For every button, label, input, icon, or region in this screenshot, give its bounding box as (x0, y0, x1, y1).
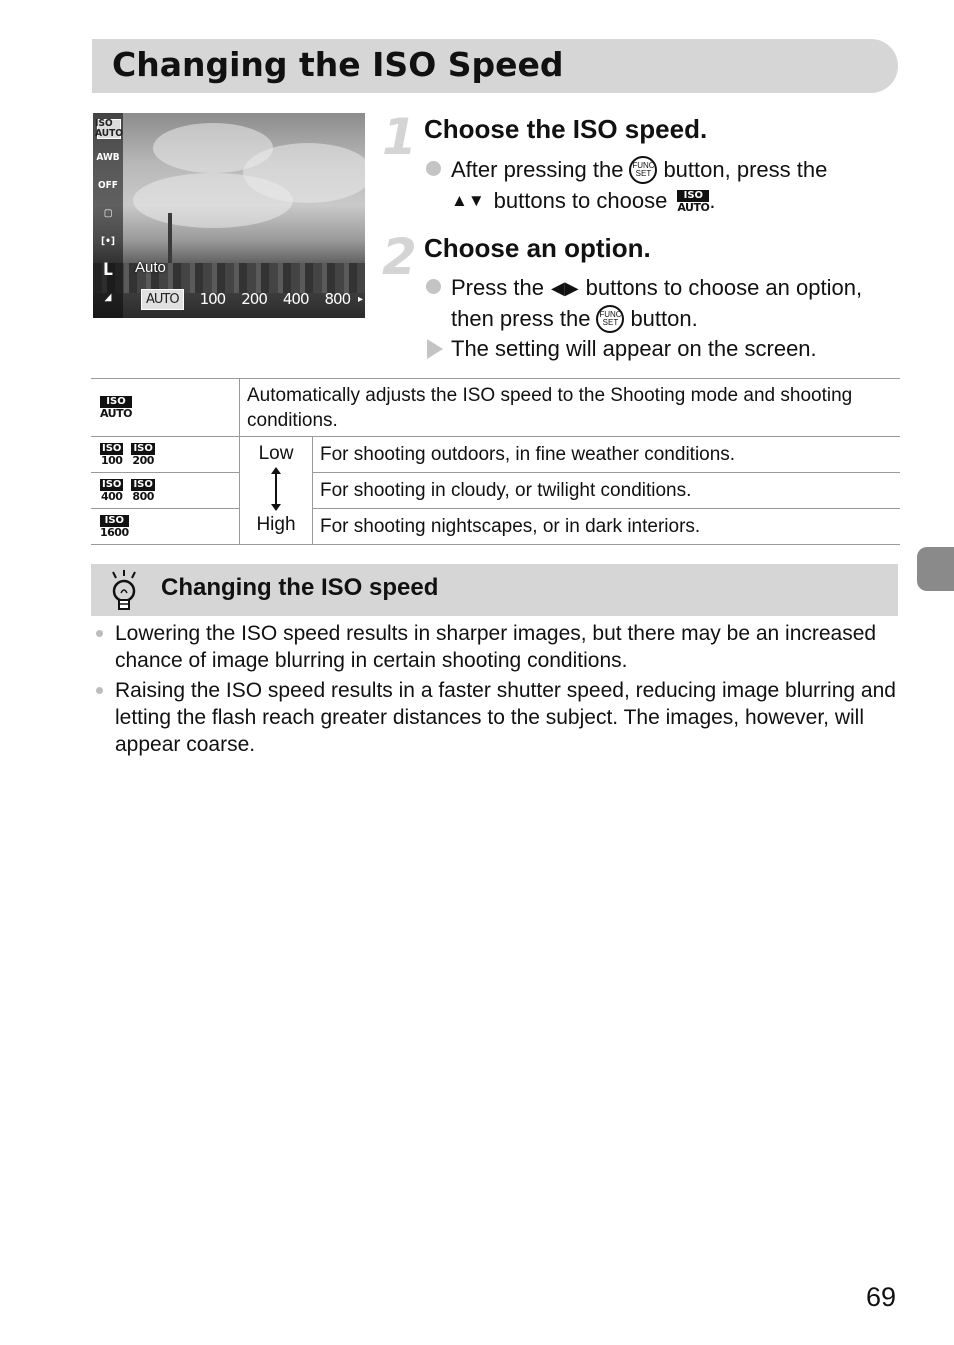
iso-label: ISO (133, 479, 153, 490)
func-label: FUNC (599, 310, 622, 319)
option-800: 800 (324, 290, 351, 308)
text-span: . (709, 188, 716, 213)
table-row (91, 473, 900, 509)
iso-400-icon (100, 479, 123, 502)
low-high-cell (240, 437, 313, 545)
step-heading: Choose the ISO speed. (424, 114, 708, 144)
iso-value: 800 (132, 490, 154, 503)
iso-options (141, 285, 365, 313)
iso-label: ISO (100, 515, 129, 527)
note-bullet-icon (96, 687, 103, 694)
step-result: The setting will appear on the screen. (451, 336, 817, 361)
text-span: then press the (451, 306, 591, 331)
func-label: FUNC (632, 161, 655, 170)
set-label: SET (602, 318, 619, 327)
bullet-icon (426, 161, 441, 176)
option-100: 100 (199, 290, 226, 308)
up-down-arrows-icon: ▲▼ (451, 191, 485, 210)
table-cell: For shooting nightscapes, or in dark interiors. (313, 509, 901, 545)
option-400: 400 (282, 290, 309, 308)
step-text (451, 185, 715, 217)
func-set-button-icon (629, 156, 657, 184)
step-number: 1 (382, 108, 417, 166)
drive-mode-icon: ▢ (103, 208, 113, 219)
iso-label: ISO (102, 479, 122, 490)
iso-label: ISO (133, 443, 153, 454)
iso-label: ISO (677, 190, 709, 202)
lightbulb-icon (107, 569, 141, 613)
step-text (451, 154, 827, 186)
chapter-tab (917, 547, 954, 591)
iso-value: 200 (132, 454, 154, 467)
tip-header (91, 564, 898, 616)
auto-label: AUTO (100, 407, 132, 420)
tip-note: Lowering the ISO speed results in sharper images, but there may be an increased chance of image blurring in certain shooting conditions. (115, 622, 877, 672)
iso-value: 100 (100, 454, 123, 467)
tip-note: Raising the ISO speed results in a faster shutter speed, reducing image blurring and letting the flash reach greater distances to the subject. The images, however, will appear coarse. (115, 679, 896, 756)
resolution-icon: L (103, 259, 113, 280)
text-span: After pressing the (451, 157, 624, 182)
white-balance-icon: AWB (96, 152, 120, 163)
iso-1600-icon (100, 515, 129, 538)
table-cell: For shooting in cloudy, or twilight conditions. (313, 473, 901, 509)
left-right-arrows-icon: ◀▶ (550, 277, 579, 298)
my-colors-off-icon: OFF (98, 180, 118, 191)
bullet-icon (426, 279, 441, 294)
step-text (451, 272, 862, 304)
page-number: 69 (866, 1282, 897, 1312)
iso-label: ISO (102, 443, 122, 454)
iso-label: ISO (100, 396, 132, 408)
option-200: 200 (241, 290, 267, 308)
more-options-arrow-icon: ▸ (357, 294, 363, 305)
mode-label: Auto (135, 259, 166, 276)
iso-table (91, 378, 900, 545)
metering-icon: [•] (101, 236, 115, 247)
table-cell (91, 473, 240, 509)
text-span: Press the (451, 275, 544, 300)
table-row (91, 437, 900, 473)
iso-100-icon (100, 443, 123, 466)
side-menu (93, 113, 123, 318)
func-set-button-icon (596, 305, 624, 333)
iso-auto-icon: ISO AUTO (95, 118, 123, 139)
iso-value: 1600 (100, 526, 129, 539)
page-title: Changing the ISO Speed (112, 45, 564, 84)
step-number: 2 (382, 228, 417, 286)
text-span: buttons to choose an option, (585, 275, 863, 300)
camera-screen-image (93, 113, 365, 318)
table-cell (91, 509, 240, 545)
up-down-arrow-icon (275, 473, 277, 505)
table-row (91, 379, 900, 437)
iso-200-icon (131, 443, 154, 466)
text-span: button, press the (663, 157, 828, 182)
iso-value: 400 (100, 490, 123, 503)
note-bullet-icon (96, 630, 103, 637)
text-span: buttons to choose (493, 188, 668, 213)
auto-label: AUTO (677, 200, 710, 214)
compression-icon: ◢ (104, 292, 112, 303)
step-heading: Choose an option. (424, 233, 651, 263)
high-label: High (256, 514, 296, 535)
table-cell: Automatically adjusts the ISO speed to the Shooting mode and shooting conditions. (240, 379, 901, 437)
title-bar (92, 39, 898, 93)
iso-auto-icon (677, 190, 709, 213)
table-cell (91, 379, 240, 437)
set-label: SET (635, 169, 652, 178)
result-arrow-icon (427, 339, 443, 359)
step-text (451, 303, 698, 335)
iso-800-icon (131, 479, 154, 502)
option-auto: AUTO (141, 289, 184, 310)
iso-auto-icon (100, 396, 132, 419)
tip-title: Changing the ISO speed (161, 574, 439, 601)
cloud (133, 173, 293, 228)
table-cell (91, 437, 240, 473)
table-row (91, 509, 900, 545)
low-label: Low (258, 443, 294, 464)
text-span: button. (630, 306, 698, 331)
table-cell: For shooting outdoors, in fine weather conditions. (313, 437, 901, 473)
